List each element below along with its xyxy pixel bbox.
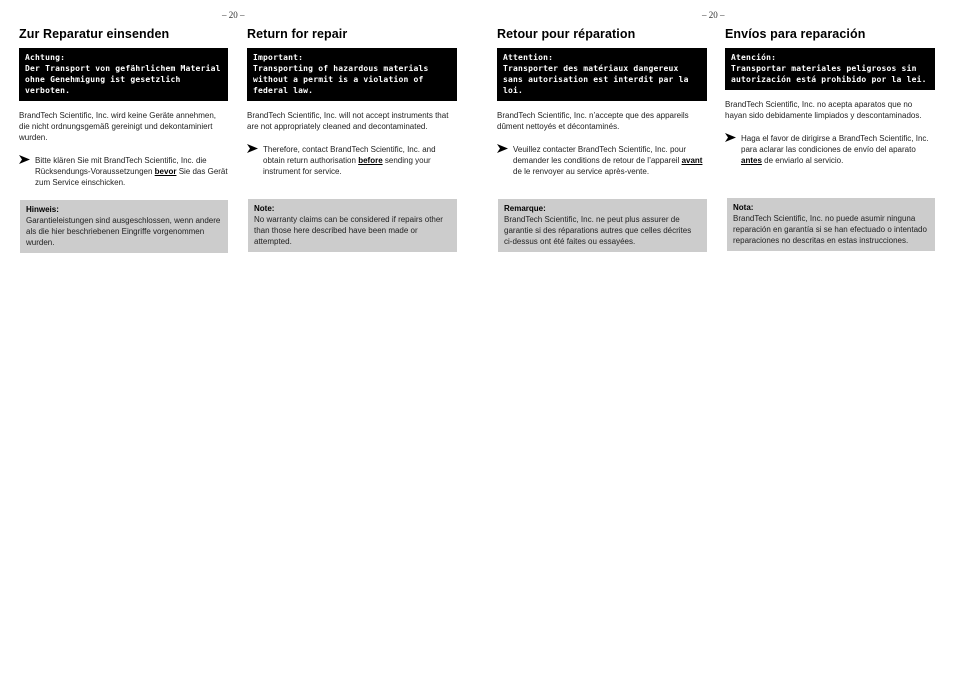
note-box-french [498,199,707,252]
warning-text: Transporting of hazardous materials without a permit is a violation of federal law. [253,64,429,95]
step-text-end: de enviarlo al servicio. [764,156,844,165]
section-title: Zur Reparatur einsenden [19,27,170,41]
step-emphasis: avant [681,156,703,165]
note-title: Remarque: [504,204,546,213]
section-spanish [725,27,935,166]
warning-box [247,48,457,101]
step-text-end: de le renvoyer au service après-vente. [513,167,650,176]
page-number-right: – 20 – [702,10,725,20]
note-title: Note: [254,204,275,213]
warning-title: Achtung: [25,53,66,62]
page-number-left: – 20 – [222,10,245,20]
warning-box [19,48,228,101]
section-english [247,27,457,177]
instruction-step [497,144,707,177]
warning-text: Transporter des matériaux dangereux sans autorisation est interdit par la loi. [503,64,689,95]
instruction-step [247,144,457,177]
note-box-spanish [727,198,935,251]
arrow-bullet-icon [725,133,736,142]
section-german [19,27,228,188]
note-box-english [248,199,457,252]
warning-title: Attention: [503,53,554,62]
step-text: Haga el favor de dirigirse a BrandTech Scientific, Inc. para aclarar las condiciones de envío del aparato [741,134,929,154]
arrow-bullet-icon [497,144,508,153]
note-text: BrandTech Scientific, Inc. no puede asumir ninguna reparación en garantía si se han efectuado o intentado reparaciones no descritas en estas instrucciones. [733,214,927,245]
note-text: BrandTech Scientific, Inc. ne peut plus assurer de garantie si des réparations autres que celles décrites ci-dessus ont été faites ou essayées. [504,215,692,246]
section-title: Return for repair [247,27,348,41]
note-text: No warranty claims can be considered if repairs other than those here described have been made or attempted. [254,215,443,246]
intro-text: BrandTech Scientific, Inc. wird keine Geräte annehmen, die nicht ordnungsgemäß gereinigt und dekontaminiert wurden. [19,111,216,142]
section-title: Envíos para reparación [725,27,866,41]
intro-text: BrandTech Scientific, Inc. will not accept instruments that are not appropriately cleaned and decontaminated. [247,111,449,131]
warning-text: Der Transport von gefährlichem Material ohne Genehmigung ist gesetzlich verboten. [25,64,221,95]
arrow-bullet-icon [19,155,30,164]
note-title: Nota: [733,203,754,212]
step-emphasis: antes [741,156,762,165]
section-title: Retour pour réparation [497,27,636,41]
step-text: Therefore, contact BrandTech Scientific, Inc. and obtain return authorisation [263,145,436,165]
section-french [497,27,707,177]
intro-text: BrandTech Scientific, Inc. no acepta aparatos que no hayan sido debidamente limpiados y descontaminados. [725,100,922,120]
step-text: Bitte klären Sie mit BrandTech Scientific, Inc. die Rücksendungs-Voraussetzungen [35,156,207,176]
warning-box [725,48,935,90]
instruction-step [19,155,228,188]
arrow-bullet-icon [247,144,258,153]
step-emphasis: before [358,156,383,165]
intro-text: BrandTech Scientific, Inc. n’accepte que des appareils dûment nettoyés et décontaminés. [497,111,689,131]
note-box-german [20,200,228,253]
warning-box [497,48,707,101]
warning-text: Transportar materiales peligrosos sin autorización está prohibido por la lei. [731,64,927,84]
note-title: Hinweis: [26,205,59,214]
warning-title: Important: [253,53,304,62]
warning-title: Atención: [731,53,777,62]
step-emphasis: bevor [154,167,177,176]
step-text: Veuillez contacter BrandTech Scientific, Inc. pour demander les conditions de retour de l’appareil [513,145,686,165]
step-text-end: sending your instrument for service. [263,156,431,176]
instruction-step [725,133,935,166]
step-text-end: Sie das Gerät zum Service einschicken. [35,167,228,187]
note-text: Garantieleistungen sind ausgeschlossen, wenn andere als die hier beschriebenen Eingriffe vorgenommen wurden. [26,216,221,247]
